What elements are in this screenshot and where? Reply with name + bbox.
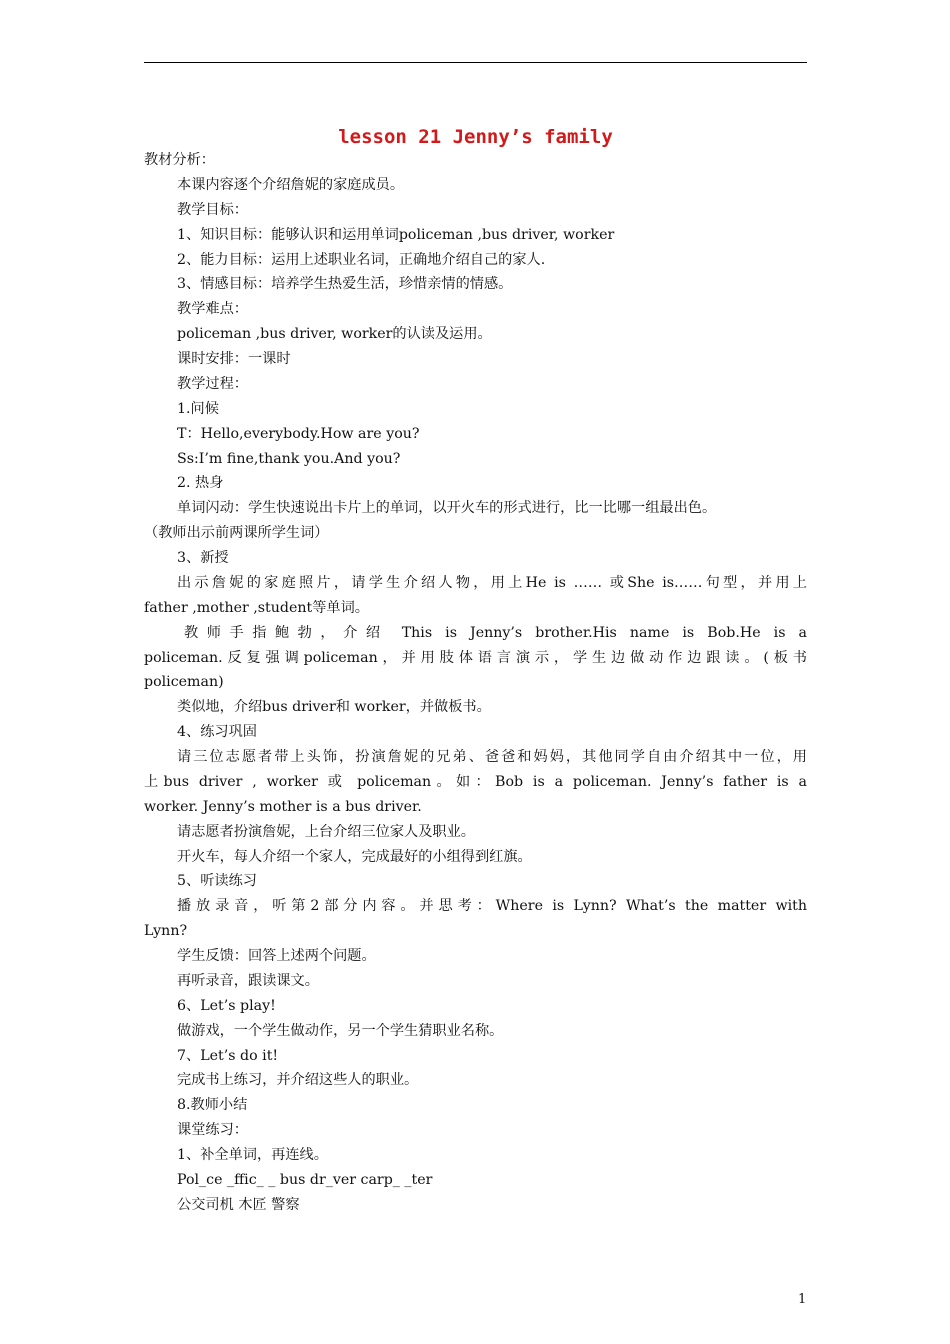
section-heading-difficulty: 教学难点： [177, 301, 248, 318]
paragraph-line: 类似地，介绍bus driver和 worker，并做板书。 [177, 699, 491, 716]
step-heading: 2. 热身 [177, 475, 224, 492]
step-heading: 4、练习巩固 [177, 724, 257, 741]
paragraph-line: 开火车，每人介绍一个家人，完成最好的小组得到红旗。 [177, 848, 532, 865]
paragraph-line: 本课内容逐个介绍詹妮的家庭成员。 [177, 176, 405, 193]
step-heading: 1.问候 [177, 400, 219, 417]
paragraph-line: policeman) [144, 674, 224, 691]
lesson-body [144, 148, 807, 1218]
paragraph-line: worker. Jenny’s mother is a bus driver. [144, 798, 422, 815]
paragraph-line: 请三位志愿者带上头饰，扮演詹妮的兄弟、爸爸和妈妈，其他同学自由介绍其中一位，用 [177, 749, 807, 765]
exercise-words: Pol_ce _ffic_ _ bus dr_ver carp_ _ter [177, 1171, 433, 1188]
paragraph-line: 上bus driver , worker 或 policeman。如：Bob is a policeman. Jenny’s father is a [144, 773, 807, 790]
paragraph-line: 学生反馈：回答上述两个问题。 [177, 948, 376, 964]
dialogue-line: Ss:I’m fine,thank you.And you? [177, 450, 401, 467]
paragraph-line: father ,mother ,student等单词。 [144, 599, 369, 616]
exercise-options: 公交司机 木匠 警察 [177, 1196, 300, 1213]
exercise-heading: 1、补全单词，再连线。 [177, 1147, 328, 1163]
paragraph-line: Lynn? [144, 923, 188, 940]
section-heading-materials: 教材分析： [144, 152, 215, 168]
section-heading-process: 教学过程： [177, 375, 248, 392]
paragraph-line: （教师出示前两课所学生词） [144, 525, 329, 542]
section-heading-goals: 教学目标： [177, 201, 248, 218]
paragraph-line: 做游戏，一个学生做动作，另一个学生猜职业名称。 [177, 1022, 504, 1039]
step-heading: 7、Let’s do it! [177, 1047, 279, 1064]
paragraph-line: 单词闪动：学生快速说出卡片上的单词，以开火车的形式进行，比一比哪一组最出色。 [177, 500, 717, 517]
paragraph-line: 出示詹妮的家庭照片，请学生介绍人物，用上He is …… 或She is……句型，并用上 [177, 574, 807, 591]
page-number: 1 [798, 1292, 807, 1307]
header-rule [144, 62, 807, 63]
paragraph-line: policeman.反复强调policeman，并用肢体语言演示，学生边做动作边跟读。(板书 [144, 649, 807, 666]
paragraph-line: 1、知识目标：能够认识和运用单词policeman ,bus driver, worker [177, 226, 615, 243]
step-heading: 3、新授 [177, 550, 229, 566]
step-heading: 8.教师小结 [177, 1097, 248, 1114]
lesson-title: lesson 21 Jenny’s family [338, 126, 613, 148]
step-heading: 6、Let’s play! [177, 997, 276, 1014]
paragraph-line: 再听录音，跟读课文。 [177, 972, 319, 989]
paragraph-line: 教师手指鲍勃，介绍 This is Jenny’s brother.His name is Bob.He is a [184, 624, 807, 641]
paragraph-line: policeman ,bus driver, worker的认读及运用。 [177, 326, 492, 343]
paragraph-line: 课时安排：一课时 [177, 351, 291, 367]
paragraph-line: 播放录音，听第2部分内容。并思考：Where is Lynn? What’s the matter with [177, 898, 807, 915]
paragraph-line: 完成书上练习，并介绍这些人的职业。 [177, 1072, 419, 1089]
paragraph-line: 请志愿者扮演詹妮，上台介绍三位家人及职业。 [177, 823, 475, 840]
paragraph-line: 3、情感目标：培养学生热爱生活，珍惜亲情的情感。 [177, 276, 513, 293]
step-heading: 5、听读练习 [177, 873, 257, 890]
paragraph-line: 2、能力目标：运用上述职业名词，正确地介绍自己的家人. [177, 251, 546, 268]
section-heading-exercise: 课堂练习： [177, 1122, 248, 1139]
dialogue-line: T：Hello,everybody.How are you? [177, 425, 420, 442]
